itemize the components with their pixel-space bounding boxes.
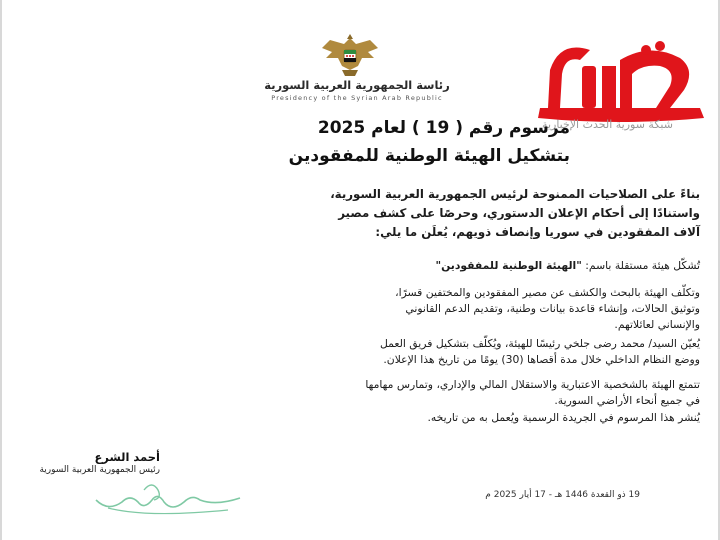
article-line: يُعيّن السيد/ محمد رضى جلخي رئيسًا للهيئة، ويُكلّف بتشكيل فريق العمل xyxy=(379,337,700,350)
commission-name: "الهيئة الوطنية للمفقودين" xyxy=(435,259,582,272)
article-line: ووضع النظام الداخلي خلال مدة أقصاها (30) يومًا من تاريخ هذا الإعلان. xyxy=(383,353,700,366)
article-4 xyxy=(10,377,700,409)
decree-date: 19 ذو القعدة 1446 هـ - 17 أيار 2025 م xyxy=(485,490,640,500)
handwritten-signature xyxy=(88,472,248,522)
decree-number: مرسوم رقم ( 19 ) لعام 2025 xyxy=(317,118,570,138)
article-1 xyxy=(10,258,700,274)
decree-subject: بتشكيل الهيئة الوطنية للمفقودين xyxy=(288,146,570,166)
decree-title xyxy=(130,114,570,170)
article-line: يُنشر هذا المرسوم في الجريدة الرسمية ويُعمل به من تاريخه. xyxy=(427,411,700,424)
al-hadath-caption: شبكة سورية الحدث الإخبارية xyxy=(542,118,673,131)
presidency-english-title: Presidency of the Syrian Arab Republic xyxy=(271,94,443,102)
article-line: في جميع أنحاء الأراضي السورية. xyxy=(554,394,700,407)
article-line: وتوثيق الحالات، وإنشاء قاعدة بيانات وطنية، وتقديم الدعم القانوني xyxy=(405,302,700,315)
article-2 xyxy=(10,285,700,333)
article-line: تتمتع الهيئة بالشخصية الاعتبارية والاستقلال المالي والإداري، وتمارس مهامها xyxy=(365,378,700,391)
syrian-eagle-emblem xyxy=(318,30,382,82)
signer-title: رئيس الجمهورية العربية السورية xyxy=(39,465,160,475)
article-line: وتكلّف الهيئة بالبحث والكشف عن مصير المفقودين والمختفين قسرًا، xyxy=(395,286,700,299)
presidency-arabic-title: رئاسة الجمهورية العربية السورية xyxy=(264,78,450,92)
preamble-line: آلاف المفقودين في سوريا وإنصاف ذويهم، يُعلَن ما يلي: xyxy=(375,225,700,239)
signer-name: أحمد الشرع xyxy=(94,450,160,464)
article-5 xyxy=(10,410,700,426)
article-1-prefix: تُشكّل هيئة مستقلة باسم: xyxy=(585,259,700,272)
article-line: والإنساني لعائلاتهم. xyxy=(614,318,700,331)
decree-preamble xyxy=(10,185,700,242)
preamble-line: بناءً على الصلاحيات الممنوحة لرئيس الجمهورية العربية السورية، xyxy=(330,187,700,201)
preamble-line: واستنادًا إلى أحكام الإعلان الدستوري، وحرصًا على كشف مصير xyxy=(338,206,700,220)
article-3 xyxy=(10,336,700,368)
